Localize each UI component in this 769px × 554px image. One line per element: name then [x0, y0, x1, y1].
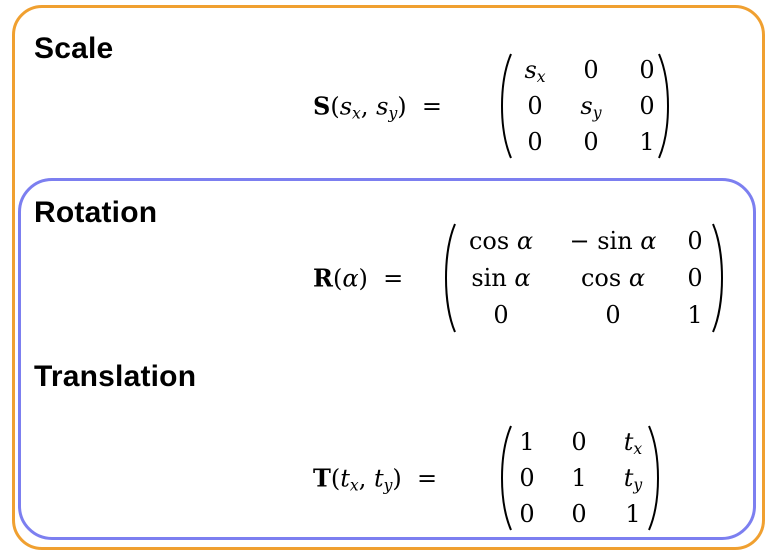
matrix-cell: 1	[625, 500, 641, 528]
matrix-cell: 0	[527, 128, 543, 156]
matrix-cell: 0	[519, 464, 535, 492]
matrix-cell: 0	[583, 128, 599, 156]
matrix-cell: 0	[639, 92, 655, 120]
scale-matrix	[497, 52, 673, 160]
matrix-cell: 0	[639, 56, 655, 84]
translation-matrix	[497, 424, 663, 532]
matrix-cell: $s_y$	[580, 92, 602, 122]
matrix-cell: sin α	[471, 264, 531, 292]
matrix-cell: 0	[571, 500, 587, 528]
right-paren	[647, 424, 663, 532]
matrix-cell: 1	[639, 128, 655, 156]
matrix-cell: − sin α	[569, 227, 657, 255]
matrix-cell: 1	[519, 428, 535, 456]
matrix-cell: 0	[583, 56, 599, 84]
translation-equation	[313, 424, 663, 532]
scale-lhs: $S(s_x$, $s_y$) =	[313, 91, 442, 123]
matrix-cell: $t_x$	[623, 428, 643, 458]
matrix-cell: 0	[605, 301, 621, 329]
matrix-cell: 1	[687, 301, 703, 329]
matrix-cell: 0	[687, 227, 703, 255]
rotation-lhs: R(α) =	[313, 263, 404, 293]
matrix-cell: 0	[527, 92, 543, 120]
right-paren	[657, 52, 673, 160]
matrix-cell: $s_x$	[524, 56, 546, 86]
matrix-cell: 0	[571, 428, 587, 456]
matrix-cell: 1	[571, 464, 587, 492]
right-paren	[711, 222, 727, 334]
translation-heading: Translation	[34, 360, 197, 393]
matrix-cell: cos α	[468, 227, 534, 255]
rotation-heading: Rotation	[34, 196, 158, 229]
translation-lhs: $T(t_x$, $t_y$) =	[313, 463, 438, 495]
scale-heading: Scale	[34, 32, 114, 65]
matrix-cell: 0	[687, 264, 703, 292]
matrix-cell: $t_y$	[623, 464, 643, 494]
rotation-equation	[313, 222, 727, 334]
matrix-cell: cos α	[580, 264, 646, 292]
matrix-cell: 0	[493, 301, 509, 329]
rotation-matrix	[441, 222, 727, 334]
scale-equation	[313, 52, 673, 160]
matrix-cell: 0	[519, 500, 535, 528]
